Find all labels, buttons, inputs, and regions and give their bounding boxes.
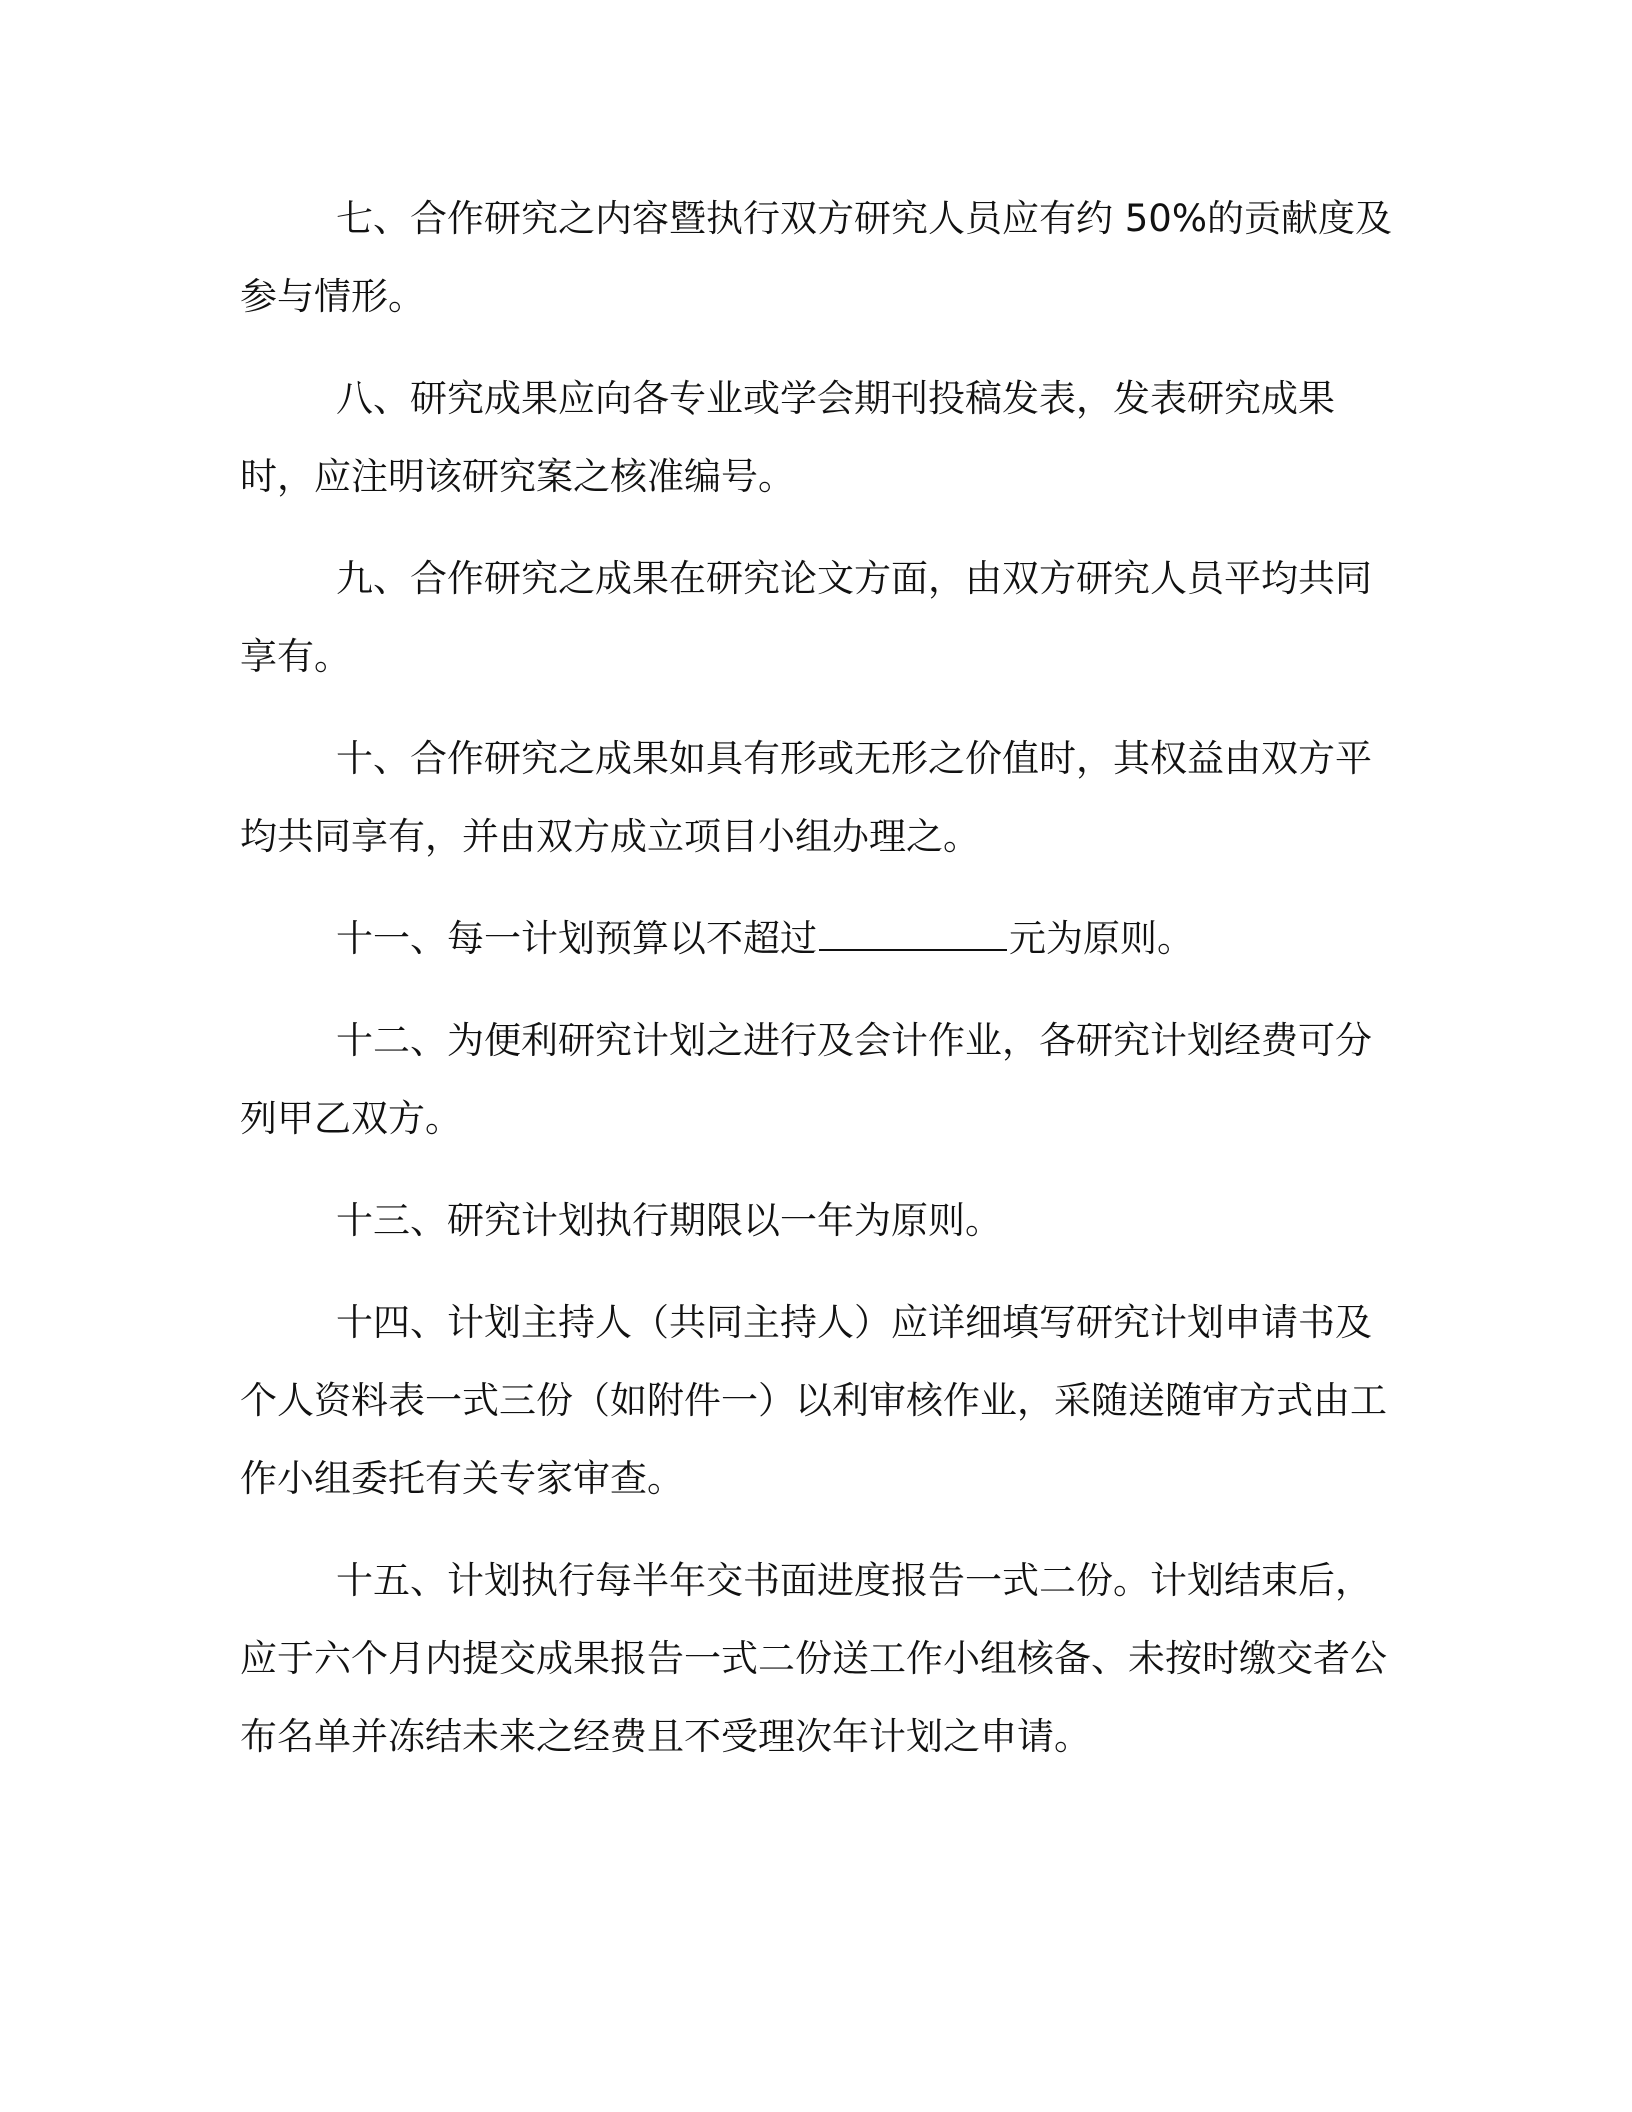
budget-blank-line — [819, 919, 1007, 951]
clause-15: 十五、计划执行每半年交书面进度报告一式二份。计划结束后，应于六个月内提交成果报告一式二份送工作小组核备、未按时缴交者公布名单并冻结未来之经费且不受理次年计划之申请。 — [240, 1559, 1387, 1758]
clause-12: 十二、为便利研究计划之进行及会计作业，各研究计划经费可分列甲乙双方。 — [240, 1019, 1372, 1140]
clause-11-suffix: 元为原则。 — [1009, 917, 1194, 960]
clause-14: 十四、计划主持人（共同主持人）应详细填写研究计划申请书及个人资料表一式三份（如附件一）以利审核作业，采随送随审方式由工作小组委托有关专家审查。 — [240, 1301, 1387, 1500]
clause-7: 七、合作研究之内容暨执行双方研究人员应有约 50%的贡献度及参与情形。 — [240, 197, 1392, 318]
clause-9: 九、合作研究之成果在研究论文方面，由双方研究人员平均共同享有。 — [240, 557, 1372, 678]
clause-10: 十、合作研究之成果如具有形或无形之价值时，其权益由双方平均共同享有，并由双方成立项目小组办理之。 — [240, 737, 1372, 858]
document-body — [240, 180, 1400, 1800]
clause-11-prefix: 十一、每一计划预算以不超过 — [336, 917, 817, 960]
clause-11 — [240, 900, 1400, 978]
clause-8: 八、研究成果应向各专业或学会期刊投稿发表，发表研究成果时，应注明该研究案之核准编号。 — [240, 377, 1335, 498]
clause-13: 十三、研究计划执行期限以一年为原则。 — [336, 1199, 1002, 1242]
